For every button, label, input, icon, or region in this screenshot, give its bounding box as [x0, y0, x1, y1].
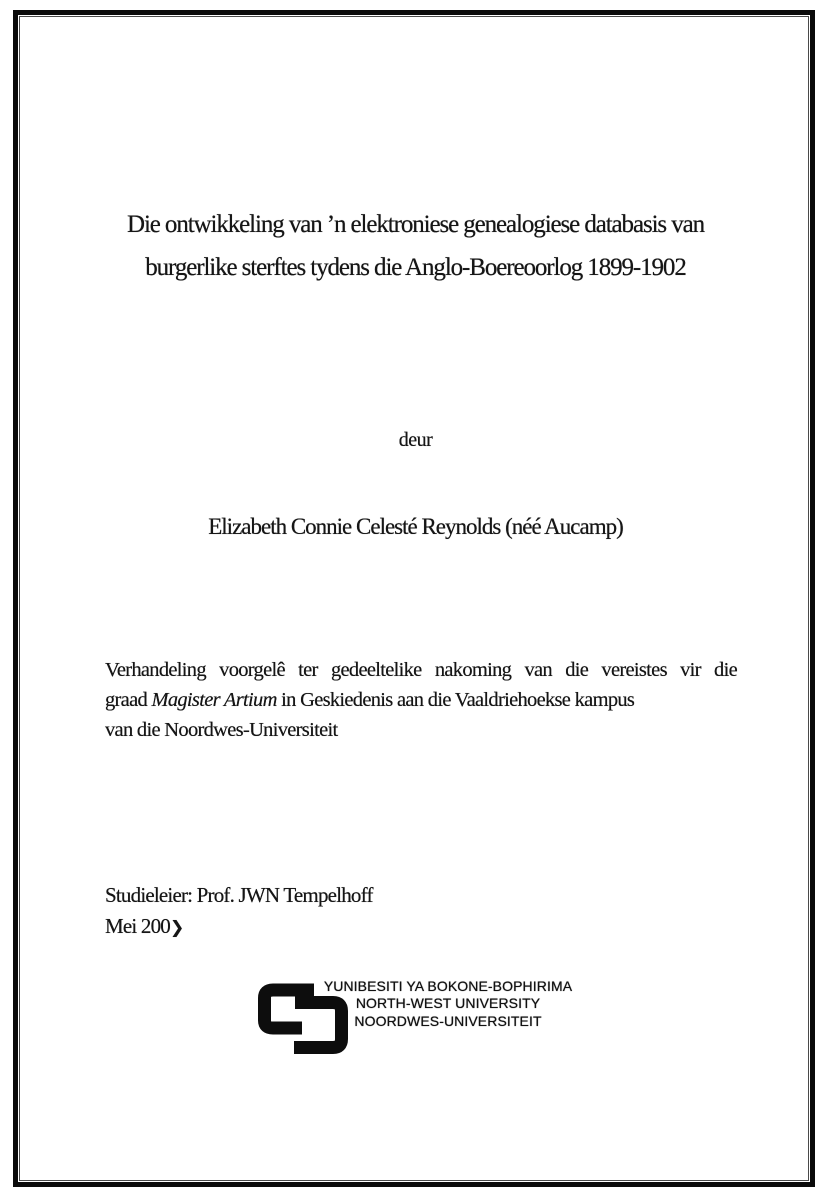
- university-name-setswana: YUNIBESITI YA BOKONE-BOPHIRIMA: [323, 978, 573, 994]
- supervisor-line: Studieleier: Prof. JWN Tempelhoff: [105, 883, 373, 907]
- thesis-title: [55, 203, 776, 289]
- university-name-afrikaans: NOORDWES-UNIVERSITEIT: [354, 1012, 542, 1029]
- degree-statement-line-3: van die Noordwes-Universiteit: [105, 719, 338, 741]
- degree-line2-prefix: graad: [105, 689, 152, 711]
- date-line: [105, 911, 373, 944]
- date-last-digit-glyph: ❯: [169, 917, 184, 938]
- thesis-title-line-1: Die ontwikkeling van ’n elektroniese genealogiese databasis van: [126, 211, 704, 238]
- thesis-title-line-2: burgerlike sterftes tydens die Anglo-Boereoorlog 1899-1902: [145, 254, 686, 281]
- supervisor-and-date: [105, 880, 373, 943]
- degree-line2-suffix: in Geskiedenis aan die Vaaldriehoekse kampus: [276, 689, 635, 711]
- university-name-english: NORTH-WEST UNIVERSITY: [355, 995, 541, 1012]
- degree-statement: [105, 655, 737, 745]
- degree-statement-line-2: [105, 685, 737, 715]
- author-name: Elizabeth Connie Celesté Reynolds (néé Aucamp): [208, 514, 623, 539]
- byline-deur: deur: [398, 429, 433, 451]
- date-text: Mei 200: [105, 913, 170, 938]
- university-wordmark: [320, 978, 576, 1030]
- degree-name-italic: Magister Artium: [151, 689, 277, 711]
- degree-statement-line-1: Verhandeling voorgelê ter gedeeltelike nakoming van die vereistes vir die: [105, 659, 737, 681]
